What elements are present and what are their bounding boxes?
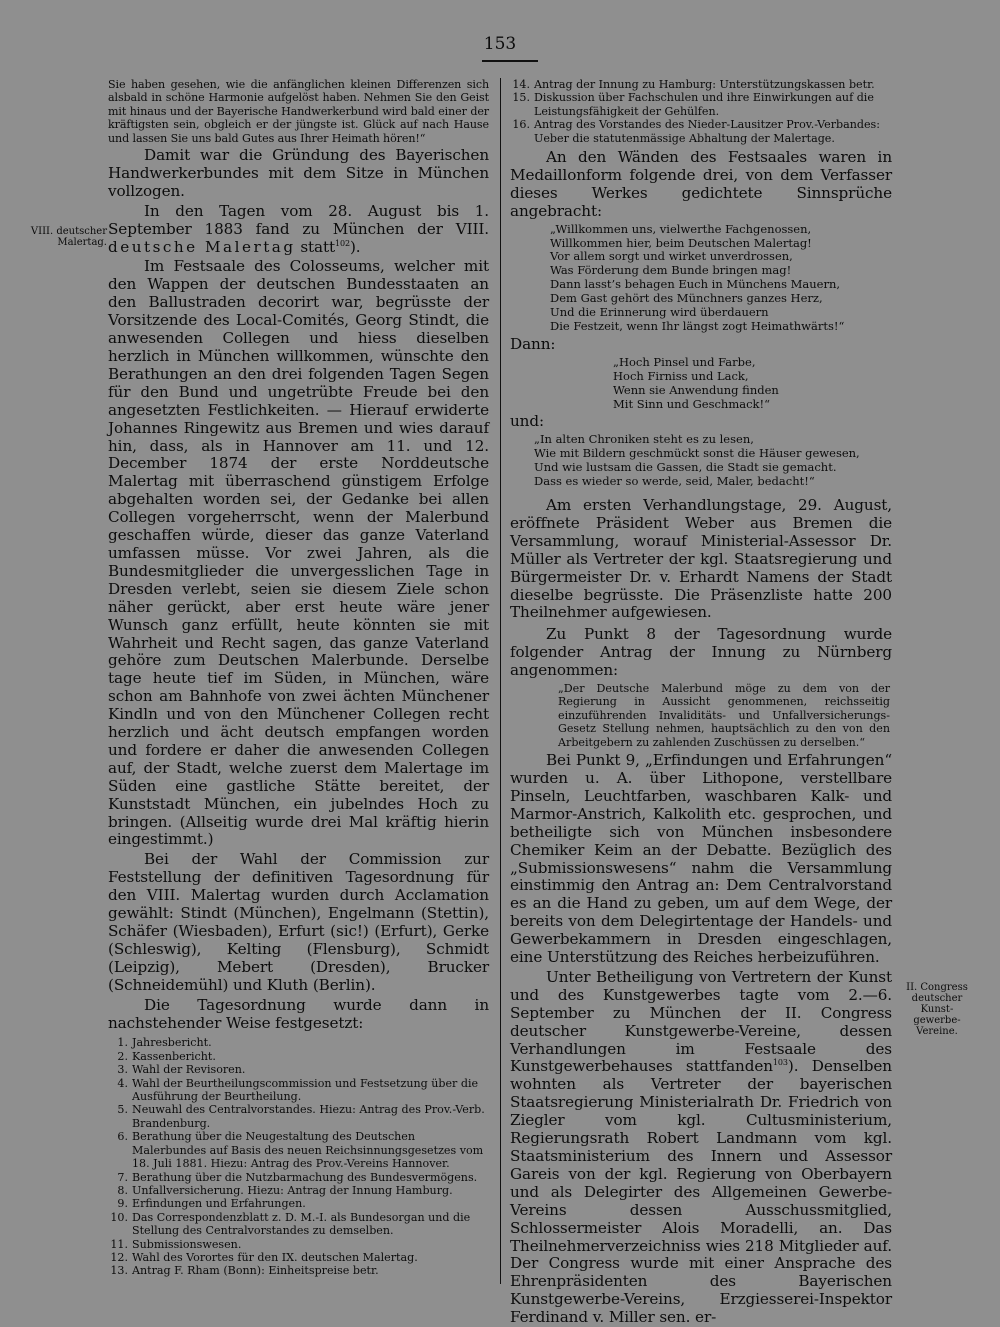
list-item-number: 6. <box>117 1130 128 1144</box>
agenda-list <box>108 1036 489 1277</box>
connector-und: und: <box>510 412 545 431</box>
margin-note-line: VIII. deutscher <box>30 226 107 237</box>
list-item-number: 11. <box>110 1237 128 1251</box>
list-item-text: Diskussion über Fachschulen und ihre Einwirkungen auf die Leistungsfähigkeit der Gehülfen. <box>534 91 874 118</box>
verse-line: „Willkommen uns, vielwerthe Fachgenossen, <box>550 221 812 236</box>
list-item-number: 5. <box>117 1103 128 1117</box>
list-item <box>108 1130 489 1170</box>
paragraph: Die Tagesordnung wurde dann in nachstehender Weise festgesetzt: <box>108 995 489 1032</box>
list-item <box>108 1171 489 1184</box>
list-item <box>510 118 892 145</box>
connector-dann: Dann: <box>510 334 556 353</box>
paragraph: Bei der Wahl der Commission zur Feststellung der definitiven Tagesordnung für den VIII. Malertag wurden durch Acclamation gewählt: Stindt (München), Engelmann (Stettin), Schäfer (Wiesbaden), Erfurt (sic!) (Erfurt), Gerke (Schleswig), Kelting (Flensburg), Schmidt (Leipzig), Mebert (Dresden), Brucker (Schneidemühl) und Kluth (Berlin). <box>108 850 489 994</box>
list-item <box>108 1036 489 1049</box>
paragraph: Bei Punkt 9, „Erfindungen und Erfahrungen“ wurden u. A. über Lithopone, verstellbare Pinseln, Leuchtfarben, waschbaren Kalk- und Marmor-Anstrich, Kalkolith etc. gesprochen, und betheiligte sich von München insbesondere Chemiker Keim an der Debatte. Bezüglich des „Submissionswesens“ nahm die Versammlung einstimmig den Antrag an: Dem Centralvorstand es an die Hand zu geben, um auf dem Wege, der bereits von dem Delegirtentage der Handels- und Gewerbekammern in Dresden eingeschlagen, eine Unterstützung des Reiches herbeizuführen. <box>510 751 892 967</box>
paragraph-malertag <box>108 203 489 257</box>
margin-note-malertag <box>14 226 107 248</box>
list-item-text: Neuwahl des Centralvorstandes. Hiezu: Antrag des Prov.-Verb. Brandenburg. <box>132 1103 485 1130</box>
list-item <box>108 1103 489 1130</box>
text-run: Unter Betheiligung von Vertretern der Kunst und des Kunstgewerbes tagte vom 2.—6. September zu München der II. Congress deutscher Kunstgewerbe-Vereine, dessen Verhandlungen im Festsaale des Kunstgewerbehauses stattfanden <box>510 967 892 1076</box>
verse-line: Dass es wieder so werde, seid, Maler, bedacht!“ <box>534 474 815 489</box>
page-number: 153 <box>483 34 517 54</box>
verse-line: Mit Sinn und Geschmack!“ <box>613 396 770 411</box>
verse-line: Die Festzeit, wenn Ihr längst zogt Heimathwärts!“ <box>550 319 845 333</box>
paragraph-congress <box>510 969 892 1327</box>
speech-quote-end: Sie haben gesehen, wie die anfänglichen kleinen Differenzen sich alsbald in schöne Harmonie aufgelöst haben. Nehmen Sie den Geist mit hinaus und der Bayerische Handwerkerbund wird bald einer der kräftigsten sein, obgleich er der jüngste ist. Glück auf nach Hause und lassen Sie uns bald Gutes aus Ihrer Heimath hören!“ <box>108 78 489 145</box>
list-item <box>108 1063 489 1076</box>
list-item <box>108 1251 489 1264</box>
margin-note-line: II. Congress <box>906 982 968 993</box>
verse-line: „In alten Chroniken steht es zu lesen, <box>534 432 754 447</box>
margin-note-line: gewerbe-Vereine. <box>913 1015 961 1037</box>
list-item-number: 1. <box>117 1036 128 1050</box>
list-item-text: Jahresbericht. <box>132 1036 212 1050</box>
margin-note-line: Malertag. <box>57 237 107 248</box>
verse-line: Wenn sie Anwendung finden <box>613 382 779 397</box>
verse-line: Willkommen hier, beim Deutschen Malertag! <box>550 235 812 250</box>
list-item-text: Submissionswesen. <box>132 1237 242 1251</box>
column-divider <box>500 78 501 1284</box>
text-run: In den Tagen vom 28. August bis 1. September 1883 fand zu München der VIII. <box>108 201 489 238</box>
agenda-list-continued <box>510 78 892 145</box>
list-item-number: 7. <box>117 1170 128 1184</box>
verse-chroniken <box>510 433 892 489</box>
list-item <box>108 1211 489 1238</box>
paragraph: Am ersten Verhandlungstage, 29. August, eröffnete Präsident Weber aus Bremen die Versammlung, worauf Ministerial-Assessor Dr. Müller als Vertreter der kgl. Staatsregierung und Bürgermeister Dr. v. Erhardt Namens der Stadt dieselbe begrüsste. Die Präsenzliste hatte 200 Theilnehmer aufgewiesen. <box>510 495 892 622</box>
list-item-text: Das Correspondenzblatt z. D. M.-I. als Bundesorgan und die Stellung des Centralvorstandes zu demselben. <box>132 1210 471 1238</box>
list-item-number: 12. <box>110 1250 128 1264</box>
motion-quote: „Der Deutsche Malerbund möge zu dem von der Regierung in Aussicht genommenen, reichsseitig einzuführenden Invaliditäts- und Unfallversicherungs-Gesetz Stellung nehmen, hauptsächlich zu den von den Arbeitgebern zu zahlenden Zuschüssen zu derselben.“ <box>558 682 890 749</box>
list-item-text: Wahl der Beurtheilungscommission und Festsetzung über die Ausführung der Beurtheilung. <box>132 1076 479 1104</box>
verse-line: Was Förderung dem Bunde bringen mag! <box>550 263 792 278</box>
verse-line: Und die Erinnerung wird überdauern <box>550 305 769 320</box>
paragraph: Im Festsaale des Colosseums, welcher mit den Wappen der deutschen Bundesstaaten an den Ballustraden decorirt war, begrüsste der Vorsitzende des Local-Comités, Georg Stindt, die anwesenden Collegen und hiess dieselben herzlich in München willkommen, wünschte den Berathungen an den drei folgenden Tagen Segen für den Bund und ungetrübte Freude bei den angesetzten Festlichkeiten. — Hierauf erwiderte Johannes Ringewitz aus Bremen und wies darauf hin, dass, als in Hannover am 11. und 12. December 1874 der erste Norddeutsche Malertag mit überraschend günstigem Erfolge abgehalten worden sei, der Gedanke bei allen Collegen vorgeherrscht, wenn der Malerbund geschaffen würde, dieser das ganze Vaterland umfassen müsse. Vor zwei Jahren, als die Bundesmitglieder die unvergesslichen Tage in Dresden verlebt, seien sie diesem Ziele schon näher gerückt, aber erst heute wäre jener Wunsch ganz erfüllt, heute könnten sie mit Wahrheit und Recht sagen, das ganze Vaterland gehöre zum Deutschen Malerbunde. Derselbe tage heute tief im Süden, in München, wäre schon am Bahnhofe von zwei ächten Münchener Kindln und von den Münchener Collegen recht herzlich und ächt deutsch empfangen worden und fordere er daher die anwesenden Collegen auf, der Stadt, welche zuerst dem Malertage im Süden eine gastliche Stätte bereitet, der Kunststadt München, ein jubelndes Hoch zu bringen. (Allseitig wurde drei Mal kräftig hierin eingestimmt.) <box>108 257 489 849</box>
verse-line: „Hoch Pinsel und Farbe, <box>613 354 756 369</box>
list-item-number: 3. <box>117 1063 128 1077</box>
text-run: ). <box>349 237 361 256</box>
footnote-ref: 103 <box>772 1058 788 1068</box>
margin-note-congress <box>894 982 980 1037</box>
list-item-text: Kassenbericht. <box>132 1049 216 1063</box>
verse-line: Dann lasst’s behagen Euch in Münchens Mauern, <box>550 277 841 292</box>
list-item <box>108 1197 489 1210</box>
list-item <box>108 1238 489 1251</box>
list-item-number: 8. <box>117 1183 128 1197</box>
text-run: statt <box>300 237 335 256</box>
list-item-text: Antrag des Vorstandes des Nieder-Lausitzer Prov.-Verbandes: Ueber die statutenmässige Abhaltung der Malertage. <box>534 118 880 145</box>
list-item-number: 15. <box>512 91 530 105</box>
list-item <box>108 1264 489 1277</box>
verse-willkommen <box>510 223 892 334</box>
list-item-text: Antrag F. Rham (Bonn): Einheitspreise betr. <box>132 1264 379 1278</box>
list-item-text: Antrag der Innung zu Hamburg: Unterstützungskassen betr. <box>534 78 875 91</box>
list-item <box>108 1184 489 1197</box>
paragraph: An den Wänden des Festsaales waren in Medaillonform folgende drei, von dem Verfasser dieses Werkes gedichtete Sinnsprüche angebracht: <box>510 148 892 220</box>
list-item-text: Berathung über die Nutzbarmachung des Bundesvermögens. <box>132 1170 478 1184</box>
list-item <box>108 1077 489 1104</box>
list-item-number: 16. <box>512 118 530 132</box>
margin-note-line: deutscher Kunst- <box>911 993 963 1015</box>
left-column <box>108 78 489 1278</box>
list-item-number: 10. <box>110 1210 128 1224</box>
verse-line: Dem Gast gehört des Münchners ganzes Herz, <box>550 291 823 306</box>
list-item <box>510 78 892 91</box>
list-item <box>108 1050 489 1063</box>
header-rule <box>482 60 538 62</box>
verse-line: Und wie lustsam die Gassen, die Stadt sie gemacht. <box>534 460 837 475</box>
list-item-number: 4. <box>117 1076 128 1090</box>
list-item-text: Wahl des Vorortes für den IX. deutschen Malertag. <box>132 1250 418 1264</box>
verse-line: Hoch Firniss und Lack, <box>613 368 749 383</box>
verse-line: Vor allem sorgt und wirket unverdrossen, <box>550 249 793 264</box>
list-item-text: Erfindungen und Erfahrungen. <box>132 1197 306 1211</box>
paragraph: Zu Punkt 8 der Tagesordnung wurde folgender Antrag der Innung zu Nürnberg angenommen: <box>510 625 892 680</box>
footnote-ref: 102 <box>335 238 350 248</box>
verse-pinsel <box>510 356 892 412</box>
list-item <box>510 91 892 118</box>
list-item-number: 14. <box>512 78 530 91</box>
list-item-number: 9. <box>117 1197 128 1211</box>
paragraph: Damit war die Gründung des Bayerischen Handwerkerbundes mit dem Sitze in München vollzogen. <box>108 146 489 200</box>
list-item-number: 2. <box>117 1049 128 1063</box>
spaced-emphasis: deutsche Malertag <box>108 237 296 256</box>
text-run: ). Denselben wohnten als Vertreter der bayerischen Staatsregierung Ministerialrath Dr. Friedrich von Ziegler vom kgl. Cultusministerium, Regierungsrath Robert Landmann vom kgl. Staatsministerium des Innern und Assessor Gareis von der kgl. Regierung von Oberbayern und als Delegirter des Allgemeinen Gewerbe-Vereins dessen Ausschussmitglied, Schlossermeister Alois Moradelli, an. Das Theilnehmerverzeichniss wies 218 Mitglieder auf. Der Congress wurde mit einer Ansprache des Ehrenpräsidenten des Bayerischen Kunstgewerbe-Vereins, Erzgiesserei-Inspektor Ferdinand v. Miller sen. er- <box>510 1057 892 1327</box>
right-column <box>510 78 892 1327</box>
verse-line: Wie mit Bildern geschmückt sonst die Häuser gewesen, <box>534 446 860 461</box>
list-item-text: Wahl der Revisoren. <box>132 1063 246 1077</box>
list-item-text: Berathung über die Neugestaltung des Deutschen Malerbundes auf Basis des neuen Reichsinnungsgesetzes vom 18. Juli 1881. Hiezu: Antrag des Prov.-Vereins Hannover. <box>132 1130 484 1171</box>
list-item-text: Unfallversicherung. Hiezu: Antrag der Innung Hamburg. <box>132 1183 453 1197</box>
list-item-number: 13. <box>110 1264 128 1278</box>
